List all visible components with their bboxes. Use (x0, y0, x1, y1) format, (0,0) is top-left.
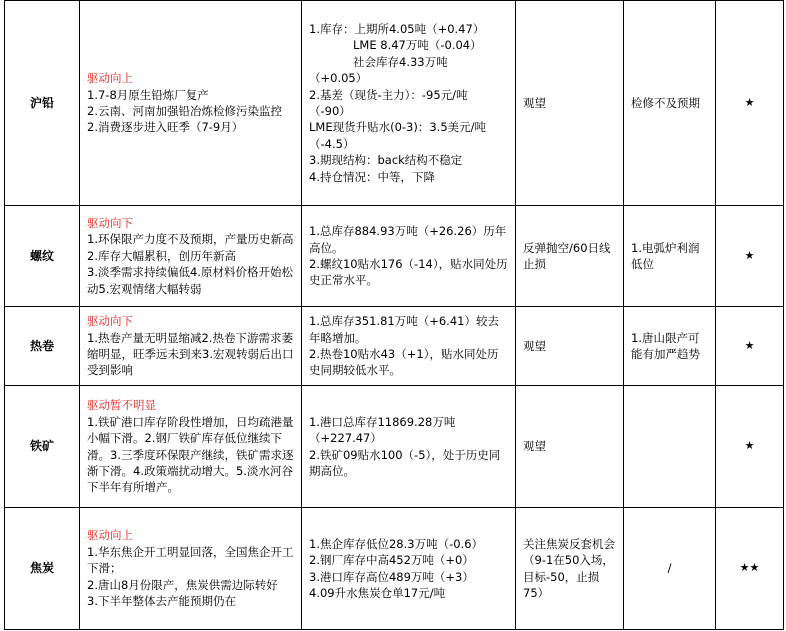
stock-item: （-90） (309, 104, 351, 118)
strategy-cell: 观望 (516, 1, 624, 206)
rating-stars: ★ (716, 386, 784, 508)
commodity-table (4, 0, 784, 630)
stock-item: 2.螺纹10贴水176（-14），贴水同处历史正常水平。 (309, 257, 508, 288)
stock-item: 1.港口总库存11869.28万吨（+227.47） (309, 414, 456, 446)
stock-item: 3.港口库存高位489万吨（+3） (309, 569, 474, 584)
risk-cell (624, 386, 716, 508)
commodity-name: 螺纹 (5, 206, 80, 307)
drive-item: 1.7-8月原生铅炼厂复产 (87, 87, 209, 102)
commodity-name: 焦炭 (5, 508, 80, 630)
drive-cell (80, 307, 302, 386)
stock-item: 1.总库存351.81万吨（+6.41）较去年略增加。 (309, 314, 499, 345)
drive-head: 驱动向上 (87, 71, 133, 86)
rating-stars: ★ (716, 307, 784, 386)
risk-cell: / (624, 508, 716, 630)
strategy-cell: 关注焦炭反套机会（9-1在50入场，目标-50，止损75） (516, 508, 624, 630)
rating-stars: ★ (716, 206, 784, 307)
stock-cell (302, 1, 516, 206)
stock-item: 1.库存：上期所4.05吨（+0.47） (309, 21, 485, 36)
stock-item: 4.09升水焦炭仓单17元/吨 (309, 585, 446, 600)
drive-item: 1.华东焦企开工明显回落，全国焦企开工下滑； (87, 544, 294, 576)
stock-item: 社会库存4.33万吨 (353, 54, 448, 69)
drive-item: 2.消费逐步进入旺季（7-9月） (87, 120, 244, 135)
stock-item: LME现货升贴水(0-3)：3.5美元/吨（-4.5） (309, 120, 487, 151)
drive-cell (80, 508, 302, 630)
stock-item: 1.焦企库存低位28.3万吨（-0.6） (309, 536, 484, 551)
table-row (5, 1, 784, 206)
rating-stars: ★ (716, 1, 784, 206)
drive-head: 驱动向下 (87, 215, 133, 230)
risk-cell: 检修不及预期 (624, 1, 716, 206)
commodity-name: 沪铅 (5, 1, 80, 206)
strategy-cell: 反弹抛空/60日线止损 (516, 206, 624, 307)
drive-item: 2.云南、河南加强铅冶炼检修污染监控 (87, 104, 282, 118)
stock-cell (302, 307, 516, 386)
drive-head: 驱动暂不明显 (87, 398, 156, 413)
stock-item: 3.期现结构：back结构不稳定 (309, 153, 463, 168)
strategy-cell: 观望 (516, 386, 624, 508)
drive-item: 3.下半年整体去产能预期仍在 (87, 594, 236, 609)
stock-item: 4.持仓情况：中等，下降 (309, 169, 435, 184)
drive-item: 3.淡季需求持续偏低4.原材料价格开始松动5.宏观情绪大幅转弱 (87, 265, 293, 296)
stock-item: 2.铁矿09贴水100（-5），处于历史同期高位。 (309, 447, 501, 478)
table-row (5, 508, 784, 630)
stock-item: 2.热卷10贴水43（+1），贴水同处历史同期较低水平。 (309, 347, 499, 378)
stock-cell (302, 386, 516, 508)
drive-item: 1.铁矿港口库存阶段性增加，日均疏港量小幅下滑。2.钢厂铁矿库存低位继续下滑。3.三季度环保限产继续，铁矿需求逐渐下滑。4.政策端扰动增大。5.淡水河谷下半年有所增产。 (87, 414, 294, 495)
drive-cell (80, 206, 302, 307)
table-row (5, 386, 784, 508)
drive-item: 1.热卷产量无明显缩减2.热卷下游需求萎缩明显，旺季远未到来3.宏观转弱后出口受到影响 (87, 330, 294, 378)
drive-cell (80, 386, 302, 508)
commodity-name: 铁矿 (5, 386, 80, 508)
risk-cell: 1.唐山限产可能有加严趋势 (624, 307, 716, 386)
stock-cell (302, 206, 516, 307)
table-row (5, 307, 784, 386)
stock-cell (302, 508, 516, 630)
drive-item: 1.环保限产力度不及预期，产量历史新高2.库存大幅累积，创历年新高 (87, 232, 294, 263)
rating-stars: ★★ (716, 508, 784, 630)
stock-item: 1.总库存884.93万吨（+26.26）历年高位。 (309, 224, 507, 255)
stock-item: 2.钢厂库存中高452万吨（+0） (309, 553, 474, 568)
drive-head: 驱动向上 (87, 528, 133, 543)
stock-item: 2.基差（现货-主力）：-95元/吨 (309, 87, 468, 102)
table-row (5, 206, 784, 307)
risk-cell: 1.电弧炉利润低位 (624, 206, 716, 307)
stock-item: （+0.05） (309, 71, 368, 86)
commodity-name: 热卷 (5, 307, 80, 386)
stock-item: LME 8.47万吨（-0.04） (353, 38, 482, 53)
strategy-cell: 观望 (516, 307, 624, 386)
drive-item: 2.唐山8月份限产，焦炭供需边际转好 (87, 577, 278, 592)
drive-cell (80, 1, 302, 206)
drive-head: 驱动向下 (87, 314, 133, 329)
